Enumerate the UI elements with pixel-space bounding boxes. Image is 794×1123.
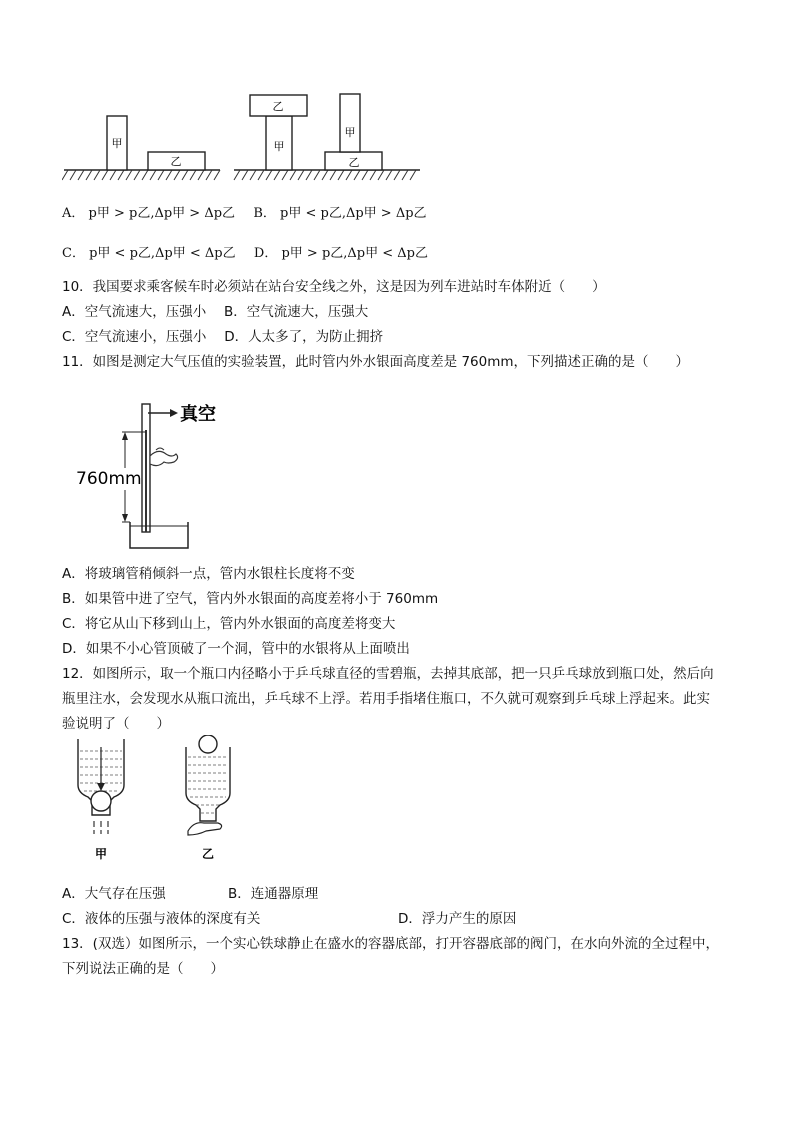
block-yi-label: 乙	[170, 155, 182, 168]
q10-stem: 10．我国要求乘客候车时必须站在站台安全线之外，这是因为列车进站时车体附近（ ）	[62, 279, 606, 295]
q9-options-row1	[62, 205, 427, 223]
q11-option-d[interactable]: D．如果不小心管顶破了一个洞，管中的水银将从上面喷出	[62, 641, 410, 657]
bottle-jia-label: 甲	[94, 847, 108, 861]
q12-option-d[interactable]: D．浮力产生的原因	[398, 911, 517, 927]
q12-stem-line3: 验说明了（ ）	[62, 716, 170, 732]
q9-option-c[interactable]: p甲 < p乙,Δp甲 < Δp乙	[89, 246, 236, 261]
q9-option-d[interactable]: p甲 > p乙,Δp甲 < Δp乙	[281, 246, 428, 261]
q9-option-a[interactable]: p甲 > p乙,Δp甲 > Δp乙	[88, 206, 236, 221]
stack1-yi-label: 乙	[272, 100, 284, 113]
q11-option-a[interactable]: A．将玻璃管稍倾斜一点，管内水银柱长度将不变	[62, 566, 355, 582]
height-label: 760mm	[76, 469, 142, 489]
q13-stem-line2: 下列说法正确的是（ ）	[62, 961, 224, 977]
q9-options-row2	[62, 245, 428, 263]
q9-option-a-letter: A．	[62, 206, 85, 221]
q12-option-b[interactable]: B．连通器原理	[228, 886, 319, 902]
stack2-yi-label: 乙	[348, 156, 360, 169]
stack1-jia-label: 甲	[273, 140, 285, 153]
stack2-jia-label: 甲	[344, 126, 356, 139]
q13-stem-line1: 13．(双选）如图所示，一个实心铁球静止在盛水的容器底部，打开容器底部的阀门，在水向外流的全过程中，	[62, 936, 719, 952]
block-jia-label: 甲	[111, 137, 123, 150]
q9-option-b-letter: B．	[253, 206, 276, 221]
q12-stem-line1: 12．如图所示，取一个瓶口内径略小于乒乓球直径的雪碧瓶，去掉其底部，把一只乒乓球放到瓶口处，然后向	[62, 666, 714, 682]
q12-stem-line2: 瓶里注水，会发现水从瓶口流出，乒乓球不上浮。若用手指堵住瓶口，不久就可观察到乒乓球上浮起来。此实	[62, 691, 710, 707]
q9-option-b[interactable]: p甲 < p乙,Δp甲 > Δp乙	[280, 206, 427, 221]
bottle-yi-label: 乙	[201, 847, 215, 861]
q11-option-c[interactable]: C．将它从山下移到山上，管内外水银面的高度差将变大	[62, 616, 396, 632]
q11-torricelli-figure	[70, 398, 240, 550]
q11-stem: 11．如图是测定大气压值的实验装置，此时管内外水银面高度差是 760mm，下列描述正确的是（ ）	[62, 354, 690, 370]
q12-bottle-figure	[70, 735, 240, 867]
q9-figure	[62, 88, 427, 188]
q12-option-a[interactable]: A．大气存在压强	[62, 886, 166, 902]
vacuum-label: 真空	[180, 404, 216, 425]
q9-option-d-letter: D．	[253, 246, 278, 261]
q12-option-c[interactable]: C．液体的压强与液体的深度有关	[62, 911, 261, 927]
q9-option-c-letter: C．	[62, 246, 85, 261]
q10-options-row2[interactable]: C．空气流速小，压强小 D．人太多了，为防止拥挤	[62, 329, 384, 345]
q10-options-row1[interactable]: A．空气流速大，压强小 B．空气流速大，压强大	[62, 304, 369, 320]
q11-option-b[interactable]: B．如果管中进了空气，管内外水银面的高度差将小于 760mm	[62, 591, 439, 607]
